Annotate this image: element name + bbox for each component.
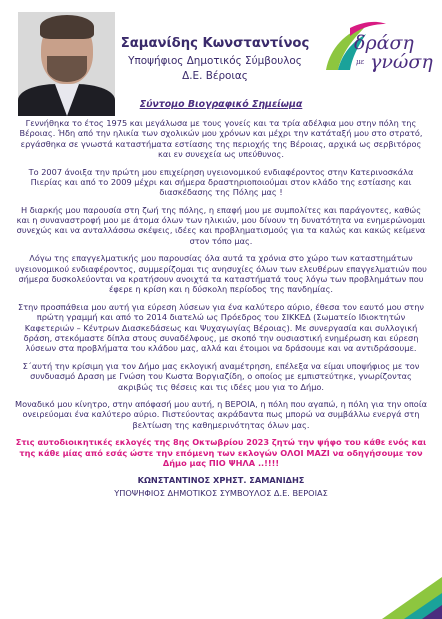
bio-paragraph: Γεννήθηκα το έτος 1975 και μεγάλωσα με τους γονείς και τα τρία αδέλφια μου στην πόλη της Βέροιας. Ήδη από την ηλικία των σχολικών μου χρόνων και μέχρι την κατάταξή μου στο στρατό, εργάσθηκα σε γνωστά καταστήματα εστίασης της περιοχής της Βέροιας, αρχικά ως σερβιτόρος και εν συνεχεία ως υπεύθυνος. [19, 118, 423, 160]
logo-word-me: με [356, 58, 365, 66]
candidate-district: Δ.Ε. Βέροιας [182, 70, 248, 82]
bio-paragraph: Στην προσπάθεια μου αυτή για εύρεση λύσεων για ένα καλύτερο αύριο, έθεσα τον εαυτό μου στην πρώτη γραμμή και από το 2014 διατελώ ως Πρόεδρος του ΣΙΚΚΕΔ (Σωματείο Ιδιοκτητών Καφετεριών – Κέντρων Διασκεδάσεως και Ψυχαγωγίας Βέροιας). Με συνεργασία και συλλογική δράση, στεκόμαστε δίπλα στους συναδέλφους, με σκοπό την ουσιαστική ενημέρωση και εύρεση λύσεων στα προβλήματα του κλάδου μας, αλλά και έτοιμοι να δράσουμε και να αντιδράσουμε. [18, 301, 424, 354]
signature-name: ΚΩΝΣΤΑΝΤΙΝΟΣ ΧΡΗΣΤ. ΣΑΜΑΝΙΔΗΣ [137, 475, 305, 486]
call-to-action: Στις αυτοδιοικητικές εκλογές της 8ης Οκτωβρίου 2023 ζητώ την ψήφο του κάθε ενός και της κάθε μίας από εσάς ώστε την επόμενη των εκλογών ΟΛΟΙ ΜΑΖΙ να οδηγήσουμε τον Δήμο μας ΠΙΟ ΨΗΛΑ ..!!!! [15, 437, 427, 468]
candidate-role: Υποψήφιος Δημοτικός Σύμβουλος [128, 55, 302, 67]
photo-beard [47, 56, 87, 82]
bio-paragraph: Λόγω της επαγγελματικής μου παρουσίας όλα αυτά τα χρόνια στο χώρο των καταστημάτων υγειονομικού ενδιαφέροντος, συμμερίζομαι τις ανησυχίες όλων των ελευθέρων επαγγελματιών που σήμερα δυσκολεύονται να κρατήσουν ανοιχτά τα καταστήματά τους λόγω των προβλημάτων που έφερε η κρίση και η δύσκολη περίοδος της πανδημίας. [15, 253, 427, 295]
corner-decoration-icon [368, 569, 442, 619]
party-logo [320, 18, 432, 80]
bio-paragraph: Μοναδικό μου κίνητρο, στην απόφασή μου αυτή, η ΒΕΡΟΙΑ, η πόλη που αγαπώ, η πόλη για την οποία ονειρεύομαι ένα καλύτερο αύριο. Πιστεύοντας ακράδαντα πως μπορώ να συμβάλλω ενεργά στη βελτίωση της καθημερινότητας όλων μας. [15, 399, 427, 430]
bio-paragraph: Το 2007 άνοιξα την πρώτη μου επιχείρηση υγειονομικού ενδιαφέροντος στην Κατερινοσκάλα Πιερίας και από το 2009 μέχρι και σήμερα δραστηριοποιούμαι στον κλάδο της εστίασης και διασκέδασης της Πόλης μας ! [28, 166, 414, 198]
logo-word-drasi: δράση [354, 32, 414, 54]
logo-word-gnosi: γνώση [370, 51, 433, 73]
bio-paragraph: Σ΄αυτή την κρίσιμη για τον Δήμο μας εκλογική αναμέτρηση, επέλεξα να είμαι υποψήφιος με τον συνδυασμό Δραση με Γνώση του Κωστα Βοργιαζίδη, ο οποίος με εμπιστεύτηκε, γνωρίζοντας ακριβώς τις θέσεις και τις ιδέες μου για το Δήμο. [22, 360, 420, 392]
candidate-name: Σαμανίδης Κωνσταντίνος [120, 36, 310, 51]
signature-role: ΥΠΟΨΗΦΙΟΣ ΔΗΜΟΤΙΚΟΣ ΣΥΜΒΟΥΛΟΣ Δ.Ε. ΒΕΡΟΙΑΣ [114, 487, 328, 498]
photo-hair [40, 15, 94, 39]
biography-body [14, 118, 428, 505]
bio-paragraph: Η διαρκής μου παρουσία στη ζωή της πόλης, η επαφή μου με συμπολίτες και παράγοντες, καθώς και η συναναστροφή μου με άτομα όλων των ηλικιών, μου δίνουν τη δυνατότητα να ενημερώνομαι συνεχώς και να ανταλλάσσω σκέψεις, ιδέες και προβληματισμούς για τα καλώς και κακώς κείμενα στον τόπο μας. [16, 204, 426, 246]
document-subtitle: Σύντομο Βιογραφικό Σημείωμα [139, 99, 303, 110]
